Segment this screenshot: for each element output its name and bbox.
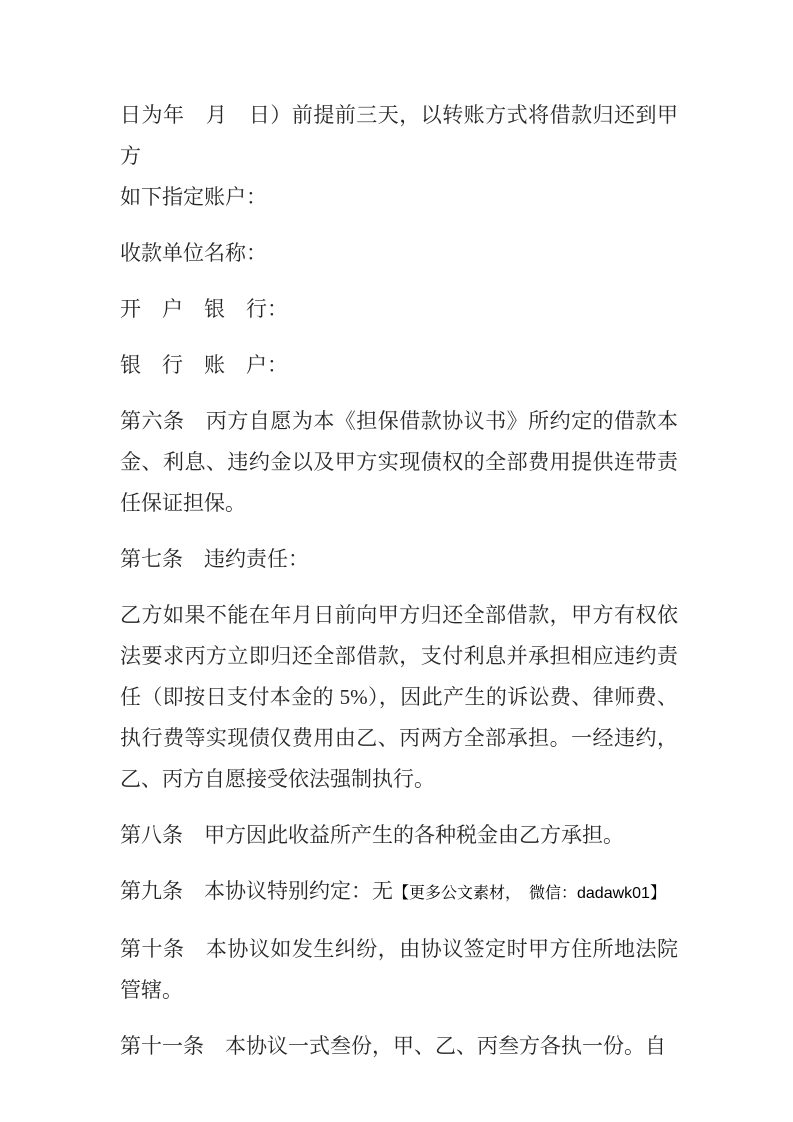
paragraph bbox=[120, 815, 678, 856]
text-line: 执行费等实现债仅费用由乙、丙两方全部承担。一经违约， bbox=[120, 726, 678, 750]
text-line: 管辖。 bbox=[120, 978, 183, 1002]
text-line: 乙方如果不能在年月日前向甲方归还全部借款，甲方有权依 bbox=[120, 603, 678, 627]
paragraph bbox=[120, 95, 678, 218]
paragraph bbox=[120, 929, 678, 1011]
text-line: 乙、丙方自愿接受依法强制执行。 bbox=[120, 767, 435, 791]
text-line: 如下指定账户： bbox=[120, 185, 267, 209]
paragraph bbox=[120, 233, 678, 274]
paragraph bbox=[120, 401, 678, 524]
text-line: 金、利息、违约金以及甲方实现债权的全部费用提供连带责 bbox=[120, 450, 678, 474]
clause-9-text: 第九条 本协议特别约定：无 bbox=[120, 879, 393, 903]
text-line: 第八条 甲方因此收益所产生的各种税金由乙方承担。 bbox=[120, 823, 624, 847]
text-line: 任保证担保。 bbox=[120, 491, 246, 515]
text-line: 法要求丙方立即归还全部借款，支付利息并承担相应违约责 bbox=[120, 644, 678, 668]
paragraph bbox=[120, 539, 678, 580]
paragraph bbox=[120, 871, 678, 914]
text-line: 开 户 银 行： bbox=[120, 297, 288, 321]
text-line: 第十一条 本协议一式叁份，甲、乙、丙叁方各执一份。自 bbox=[120, 1034, 666, 1058]
paragraph bbox=[120, 289, 678, 330]
paragraph bbox=[120, 345, 678, 386]
text-line: 第七条 违约责任： bbox=[120, 547, 309, 571]
text-line: 收款单位名称： bbox=[120, 241, 267, 265]
promo-watermark: 【更多公文素材， 微信：dadawk01】 bbox=[393, 885, 666, 902]
text-line bbox=[120, 871, 678, 914]
text-line: 日为年 月 日）前提前三天，以转账方式将借款归还到甲方 bbox=[120, 103, 678, 168]
paragraph bbox=[120, 595, 678, 800]
text-line: 第六条 丙方自愿为本《担保借款协议书》所约定的借款本 bbox=[120, 409, 678, 433]
paragraph bbox=[120, 1026, 678, 1067]
text-line: 第十条 本协议如发生纠纷，由协议签定时甲方住所地法院 bbox=[120, 937, 678, 961]
text-line: 任（即按日支付本金的 5%），因此产生的诉讼费、律师费、 bbox=[120, 685, 678, 709]
text-line: 银 行 账 户： bbox=[120, 353, 288, 377]
